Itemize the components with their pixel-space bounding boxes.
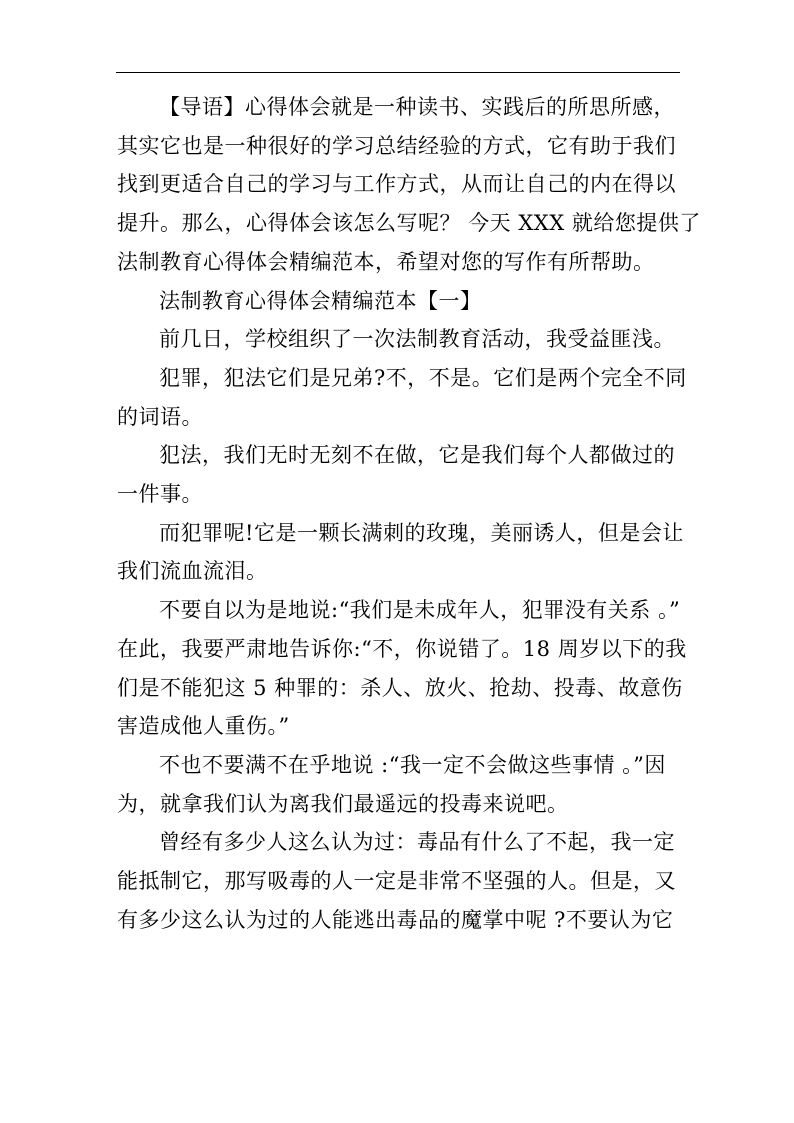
body-paragraph: [117, 320, 683, 359]
document-body: [117, 88, 701, 939]
text-line: 我们流血流泪。: [117, 559, 268, 584]
body-paragraph: [117, 436, 683, 513]
body-paragraph: [117, 359, 687, 436]
text-line: 犯罪，犯法它们是兄弟?不，不是。它们是两个完全不同: [159, 365, 687, 390]
text-line: 曾经有多少人这么认为过：毒品有什么了不起，我一定: [159, 830, 675, 855]
text-line: 有多少这么认为过的人能逃出毒品的魔掌中呢 ?不要认为它: [117, 907, 674, 932]
text-line: 其实它也是一种很好的学习总结经验的方式，它有助于我们: [117, 133, 676, 158]
text-line: 犯法，我们无时无刻不在做，它是我们每个人都做过的: [159, 443, 675, 468]
text-line: 在此，我要严肃地告诉你:“不，你说错了。18 周岁以下的我: [117, 636, 687, 661]
text-line: 害造成他人重伤。”: [117, 714, 290, 739]
text-line: 一件事。: [117, 482, 203, 507]
text-line: 们是不能犯这 5 种罪的：杀人、放火、抢劫、投毒、故意伤: [117, 675, 683, 700]
body-paragraph: [117, 591, 687, 746]
text-line: 的词语。: [117, 404, 203, 429]
text-line: 提升。那么，心得体会该怎么写呢？ 今天 XXX 就给您提供了: [117, 211, 701, 236]
body-paragraph: [117, 746, 683, 823]
text-line: 法制教育心得体会精编范本【一】: [159, 288, 482, 313]
body-paragraph: [117, 514, 683, 591]
text-line: 法制教育心得体会精编范本，希望对您的写作有所帮助。: [117, 249, 655, 274]
text-line: 前几日，学校组织了一次法制教育活动，我受益匪浅。: [159, 327, 675, 352]
text-line: 能抵制它，那写吸毒的人一定是非常不坚强的人。但是，又: [117, 869, 676, 894]
text-line: 【导语】心得体会就是一种读书、实践后的所思所感，: [159, 95, 675, 119]
intro-paragraph: [117, 88, 701, 282]
text-line: 不也不要满不在乎地说 :“我一定不会做这些事情 。”因: [159, 752, 666, 777]
section-heading: [117, 282, 683, 321]
header-rule: [116, 72, 680, 73]
text-line: 而犯罪呢!它是一颗长满刺的玫瑰，美丽诱人，但是会让: [159, 520, 684, 545]
text-line: 找到更适合自己的学习与工作方式，从而让自己的内在得以: [117, 172, 676, 197]
text-line: 不要自以为是地说:“我们是未成年人，犯罪没有关系 。”: [159, 598, 681, 623]
text-line: 为，就拿我们认为离我们最遥远的投毒来说吧。: [117, 791, 569, 816]
body-paragraph: [117, 823, 683, 939]
